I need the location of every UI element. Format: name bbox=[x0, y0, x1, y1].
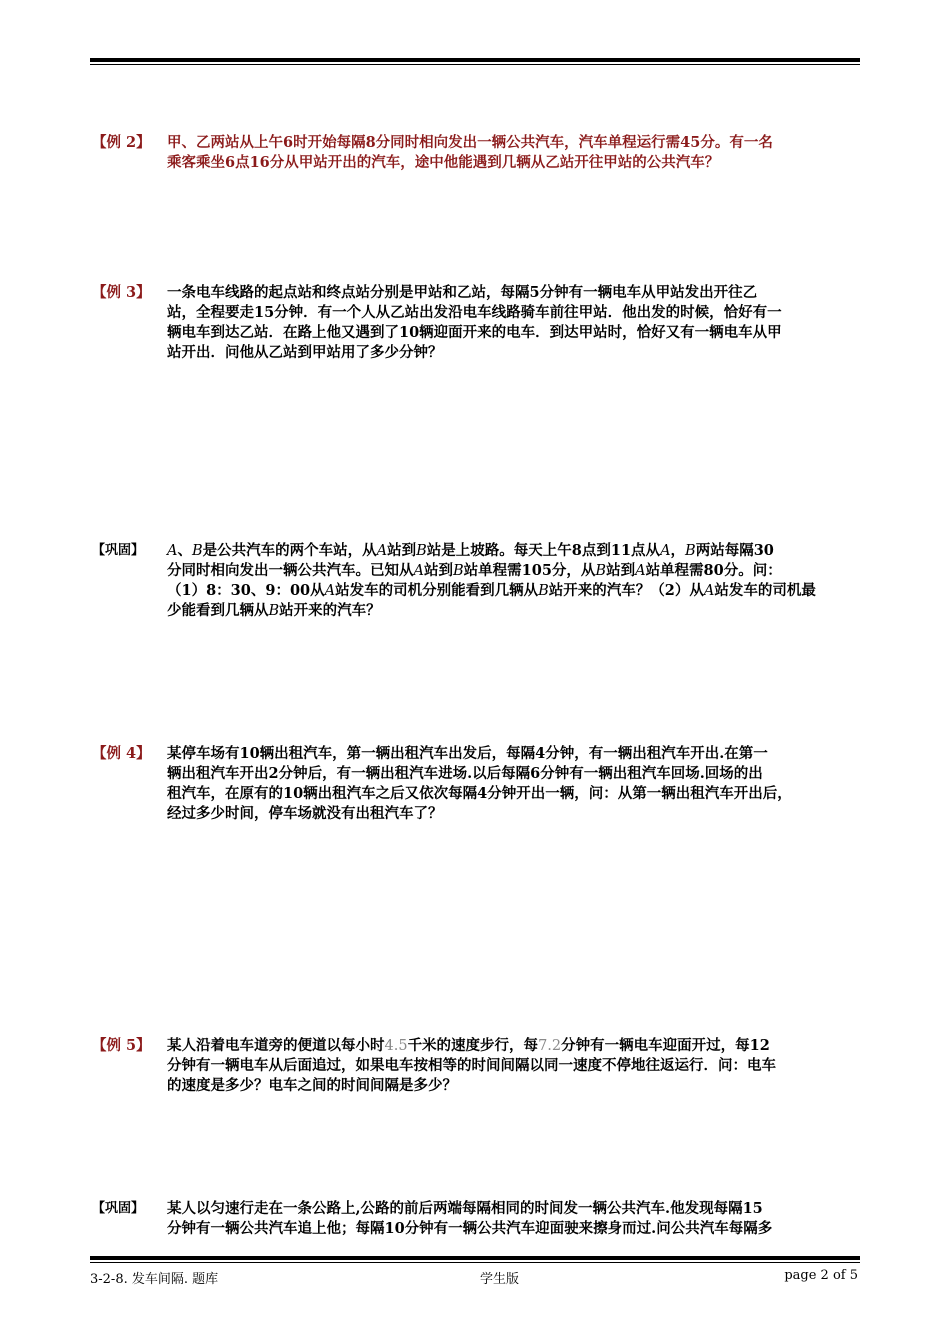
text-line: 某停车场有10辆出租汽车，第一辆出租汽车出发后，每隔4分钟，有一辆出租汽车开出.在第一 bbox=[167, 745, 768, 762]
text-line: 一条电车线路的起点站和终点站分别是甲站和乙站，每隔5分钟有一辆电车从甲站发出开往乙 bbox=[167, 284, 758, 301]
problem-text bbox=[167, 541, 864, 621]
footer-edition: 学生版 bbox=[480, 1272, 520, 1287]
text-line: 分钟有一辆电车从后面追过，如果电车按相等的时间间隔以同一速度不停地往返运行．问：电车 bbox=[167, 1057, 776, 1074]
problem-text bbox=[167, 1036, 864, 1096]
text-line: A、B是公共汽车的两个车站，从A站到B站是上坡路。每天上午8点到11点从A，B两站每隔30 bbox=[167, 542, 774, 559]
text-line: 经过多少时间，停车场就没有出租汽车了？ bbox=[167, 805, 443, 822]
problem-text bbox=[167, 1199, 864, 1239]
problem-consolidation-1 bbox=[92, 541, 864, 621]
problem-label: 【例 5】 bbox=[92, 1037, 151, 1054]
header-rule-thick bbox=[90, 58, 860, 62]
problem-example-4 bbox=[92, 744, 864, 824]
text-line: 分同时相向发出一辆公共汽车。已知从A站到B站单程需105分，从B站到A站单程需80分。问： bbox=[167, 562, 782, 579]
speed-value: 4.5 bbox=[384, 1038, 408, 1054]
problem-label: 【例 2】 bbox=[92, 134, 151, 151]
text-line: 辆电车到达乙站．在路上他又遇到了10辆迎面开来的电车．到达甲站时，恰好又有一辆电车从甲 bbox=[167, 324, 782, 341]
problem-label: 【巩固】 bbox=[92, 1201, 145, 1216]
text-line: 的速度是多少？电车之间的时间间隔是多少？ bbox=[167, 1077, 457, 1094]
text-line: 某人以匀速行走在一条公路上,公路的前后两端每隔相同的时间发一辆公共汽车.他发现每隔15 bbox=[167, 1200, 763, 1217]
text-line: 辆出租汽车开出2分钟后，有一辆出租汽车进场.以后每隔6分钟有一辆出租汽车回场.回场的出 bbox=[167, 765, 763, 782]
text-line: 某人沿着电车道旁的便道以每小时4.5千米的速度步行，每7.2分钟有一辆电车迎面开过，每12 bbox=[167, 1037, 770, 1054]
interval-value: 7.2 bbox=[538, 1038, 562, 1054]
footer-page-number: page 2 of 5 bbox=[784, 1268, 858, 1283]
footer-rule-thin bbox=[90, 1262, 860, 1263]
text-line: 乘客乘坐6点16分从甲站开出的汽车，途中他能遇到几辆从乙站开往甲站的公共汽车？ bbox=[167, 154, 720, 171]
text-line: （1）8：30、9：00从A站发车的司机分别能看到几辆从B站开来的汽车？（2）从A站发车的司机最 bbox=[167, 582, 816, 599]
header-rule-thin bbox=[90, 64, 860, 65]
text-line: 站，全程要走15分钟．有一个人从乙站出发沿电车线路骑车前往甲站．他出发的时候，恰好有一 bbox=[167, 304, 782, 321]
problem-consolidation-2 bbox=[92, 1199, 864, 1239]
problem-example-2 bbox=[92, 133, 864, 173]
problem-text bbox=[167, 283, 864, 363]
text-line: 租汽车，在原有的10辆出租汽车之后又依次每隔4分钟开出一辆，问：从第一辆出租汽车开出后， bbox=[167, 785, 792, 802]
problem-example-3 bbox=[92, 283, 864, 363]
text-line: 甲、乙两站从上午6时开始每隔8分同时相向发出一辆公共汽车，汽车单程运行需45分。有一名 bbox=[167, 134, 773, 151]
problem-label: 【例 4】 bbox=[92, 745, 151, 762]
footer-rule-thick bbox=[90, 1256, 860, 1260]
text-line: 少能看到几辆从B站开来的汽车？ bbox=[167, 602, 381, 619]
text-line: 分钟有一辆公共汽车追上他；每隔10分钟有一辆公共汽车迎面驶来擦身而过.问公共汽车每隔多 bbox=[167, 1220, 773, 1237]
problem-example-5 bbox=[92, 1036, 864, 1096]
problem-label: 【例 3】 bbox=[92, 284, 151, 301]
text-line: 站开出．问他从乙站到甲站用了多少分钟？ bbox=[167, 344, 443, 361]
problem-label: 【巩固】 bbox=[92, 543, 145, 558]
problem-text bbox=[167, 133, 864, 173]
problem-text bbox=[167, 744, 864, 824]
footer-file-name: 3-2-8. 发车间隔. 题库 bbox=[90, 1272, 219, 1287]
